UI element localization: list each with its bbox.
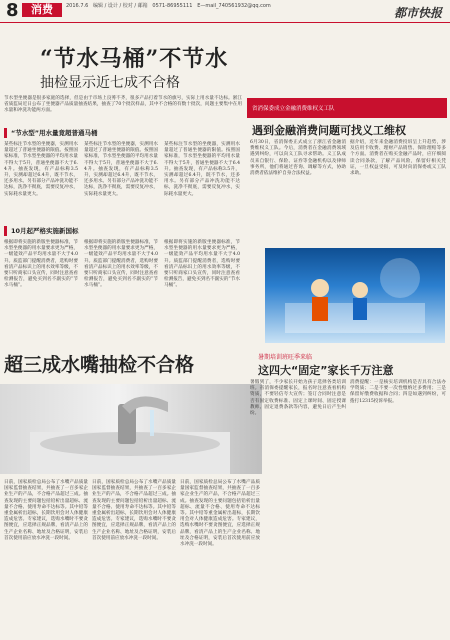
right-column-4: 消费提醒：一是核实培训机构是否具有合法办学资质；二是不要一次性缴纳过多费用；三是保留好缴费收据和合同；四是如遇到纠纷，可拨打12315投诉举报。 xyxy=(350,380,446,404)
phone-number: 0571-86955111 xyxy=(152,3,193,9)
main-headline: “节水马桶”不节水 xyxy=(40,46,229,72)
page-header xyxy=(0,0,450,23)
header-info xyxy=(66,3,271,10)
consumer-illustration xyxy=(265,248,445,343)
section-heading-2: 10月起严格实施新国标 xyxy=(4,226,245,236)
right-kicker-2: 暑期培训班旺季来临 xyxy=(258,354,313,361)
article-column-3: 某些标注节水型的坐便器，实测用水量超过了普通坐便器的限值。按照国家标准，节水型坐便器的平均用水量不得大于5升，普通坐便器不大于6.4升。抽查发现，有产品标称3.5升，实测却超过6.4升，既不节水，还多用水。另有部分产品冲洗功能不达标，洗净不彻底，需要反复冲水，实际耗水量更大。 xyxy=(164,142,240,197)
issue-date: 2016.7.6 xyxy=(66,3,89,9)
article-column-1: 某些标注节水型的坐便器，实测用水量超过了普通坐便器的限值。按照国家标准，节水型坐便器的平均用水量不得大于5升，普通坐便器不大于6.4升。抽查发现，有产品标称3.5升，实测却超过6.4升，既不节水，还多用水。另有部分产品冲洗功能不达标，洗净不彻底，需要反复冲水，实际耗水量更大。 xyxy=(4,142,78,197)
article-column-5: 根据即将实施的新版坐便器标准，节水型坐便器的用水量要求更为严格，一级能效产品平均用水量不大于4.0升。质监部门提醒消费者，选购时要看清产品标识上的用水效率等级，不要只听商家口头宣传，同时注意查看检测报告，避免买到名不副实的“节水马桶”。 xyxy=(84,240,158,289)
faucet-photo xyxy=(0,384,262,474)
article-column-4: 根据即将实施的新版坐便器标准，节水型坐便器的用水量要求更为严格，一级能效产品平均用水量不大于4.0升。质监部门提醒消费者，选购时要看清产品标识上的用水效率等级，不要只听商家口头宣传，同时注意查看检测报告，避免买到名不副实的“节水马桶”。 xyxy=(4,240,78,289)
consumer-graphic-icon xyxy=(265,248,445,343)
article-column-2: 某些标注节水型的坐便器，实测用水量超过了普通坐便器的限值。按照国家标准，节水型坐便器的平均用水量不得大于5升，普通坐便器不大于6.4升。抽查发现，有产品标称3.5升，实测却超过6.4升，既不节水，还多用水。另有部分产品冲洗功能不达标，洗净不彻底，需要反复冲水，实际耗水量更大。 xyxy=(84,142,158,197)
right-headline-2: 这四大“固定”家长千万注意 xyxy=(258,364,394,377)
right-column-3: 暑假到了，不少家长开始为孩子选择各类培训班。省消保委提醒家长，报名时注意查看机构资质，不要轻信夸大宣传；签订合同时注意是否有固定收费标准、固定上课时间、固定授课教师、固定退费条款等内容，避免日后产生纠纷。 xyxy=(250,380,346,417)
editor-line: 编辑 / 设计 / 校对 / 邮箱 xyxy=(93,3,148,9)
section-heading-1: “节水型”用水量竟超普通马桶 xyxy=(4,128,245,138)
right-headline: 遇到金融消费问题可找义工维权 xyxy=(252,124,406,137)
page-number: 8 xyxy=(6,0,19,21)
second-headline: 超三成水嘴抽检不合格 xyxy=(4,354,195,376)
section-label: 消费 xyxy=(22,3,62,17)
main-subheadline: 抽检显示近七成不合格 xyxy=(40,75,180,91)
article-column-9: 日前，国家质检总局公布了水嘴产品质量国家监督抽查结果，共抽查了一百多家企业生产的产品，不合格产品超过三成。抽查发现的主要问题包括铅析出量超标、流量不合格、使用寿命不达标等。其中铅等重金属析出超标，长期饮用会对人体健康造成危害。专家建议，选购水嘴时不要贪图便宜，应选择正规品牌，看清产品上的生产企业名称、地址及合格证明，安装后首次使用前应放水冲洗一段时间。 xyxy=(180,480,260,548)
right-column-1: 6月30日，省消保委正式成立了浙江省金融消费维权义工队。今后，消费者在金融消费领域遇到纠纷，可以向义工队寻求帮助。义工队成员来自银行、保险、证券等金融机构以及律师事务所，他们将通过咨询、调解等方式，协助消费者依法维护自身合法权益。 xyxy=(250,140,346,177)
lead-paragraph: 节水型坐便器是很多家庭的选择，但是由于市场上良莠不齐，很多产品打着节水的旗号，实际上用水量不达标。浙江省质监局近日公布了坐便器产品质量抽查结果，抽查了70个批次样品，其中不合格的有数十批次，问题主要集中在用水量和冲洗功能两方面。 xyxy=(4,96,242,114)
newspaper-masthead: 都市快报 xyxy=(393,6,442,20)
faucet-icon xyxy=(0,384,262,474)
article-column-7: 日前，国家质检总局公布了水嘴产品质量国家监督抽查结果，共抽查了一百多家企业生产的产品，不合格产品超过三成。抽查发现的主要问题包括铅析出量超标、流量不合格、使用寿命不达标等。其中铅等重金属析出超标，长期饮用会对人体健康造成危害。专家建议，选购水嘴时不要贪图便宜，应选择正规品牌，看清产品上的生产企业名称、地址及合格证明，安装后首次使用前应放水冲洗一段时间。 xyxy=(4,480,88,541)
right-column-2: 据介绍，近年来金融消费投诉呈上升趋势，涉及信用卡收费、理财产品销售、保险理赔等多个方面。消费者在购买金融产品时，应仔细阅读合同条款，了解产品风险，保留好相关凭证，一旦权益受损，可及时向消保委或义工队求助。 xyxy=(350,140,446,177)
right-kicker: 省消保委成立金融消费维权义工队 xyxy=(252,106,335,112)
email-address: E—mail_740561932@qq.com xyxy=(197,3,271,9)
article-column-6: 根据即将实施的新版坐便器标准，节水型坐便器的用水量要求更为严格，一级能效产品平均用水量不大于4.0升。质监部门提醒消费者，选购时要看清产品标识上的用水效率等级，不要只听商家口头宣传，同时注意查看检测报告，避免买到名不副实的“节水马桶”。 xyxy=(164,240,240,289)
article-column-8: 日前，国家质检总局公布了水嘴产品质量国家监督抽查结果，共抽查了一百多家企业生产的产品，不合格产品超过三成。抽查发现的主要问题包括铅析出量超标、流量不合格、使用寿命不达标等。其中铅等重金属析出超标，长期饮用会对人体健康造成危害。专家建议，选购水嘴时不要贪图便宜，应选择正规品牌，看清产品上的生产企业名称、地址及合格证明，安装后首次使用前应放水冲洗一段时间。 xyxy=(92,480,176,541)
